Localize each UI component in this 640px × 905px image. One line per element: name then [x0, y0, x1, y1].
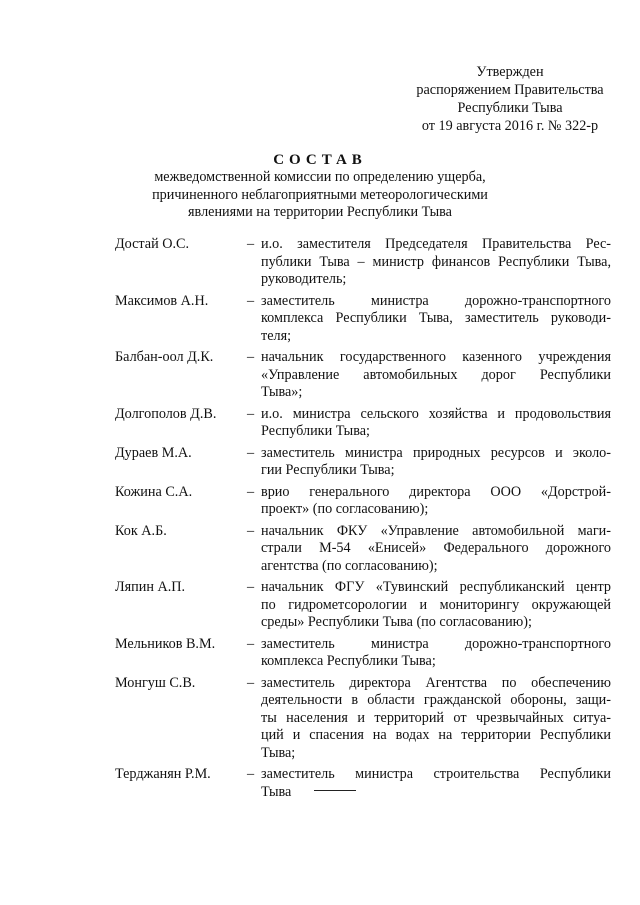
member-role	[261, 484, 611, 519]
member-row	[115, 636, 611, 671]
member-dash: –	[247, 405, 255, 422]
member-role-line: комплекса Республики Тыва, заместитель руководи-	[261, 310, 611, 326]
member-role-line: проект» (по согласованию);	[261, 501, 429, 517]
member-role	[261, 579, 611, 632]
member-role	[261, 349, 611, 402]
member-role-line: руководитель;	[261, 271, 347, 287]
member-row	[115, 675, 611, 763]
member-name: Ляпин А.П.	[115, 579, 186, 595]
member-dash: –	[247, 349, 255, 365]
member-role-line: страли М-54 «Енисей» Федерального дорожного	[261, 540, 611, 556]
member-dash: –	[247, 292, 255, 309]
member-role-line: Тыва;	[261, 744, 296, 761]
member-dash: –	[247, 483, 255, 500]
member-role-line: и.о. заместителя Председателя Правительства Рес-	[261, 236, 611, 252]
member-name: Достай О.С.	[115, 236, 190, 252]
member-role-line: заместитель министра дорожно-транспортного	[261, 292, 611, 309]
member-role	[261, 445, 611, 480]
member-role-line: начальник государственного казенного учреждения	[261, 349, 611, 365]
document-title: СОСТАВ	[273, 152, 367, 168]
member-role	[261, 236, 611, 289]
approval-line: Утвержден	[476, 64, 544, 80]
approval-block	[400, 63, 620, 135]
member-dash: –	[247, 674, 255, 691]
member-role	[261, 766, 611, 801]
member-name: Долгополов Д.В.	[115, 405, 217, 422]
member-role-line: по гидрометсорологии и мониторингу окружающей	[261, 596, 611, 613]
member-role	[261, 523, 611, 576]
member-list	[115, 236, 611, 805]
member-dash: –	[247, 766, 255, 782]
subtitle-line: межведомственной комиссии по определению ущерба,	[154, 169, 486, 185]
member-role	[261, 293, 611, 346]
member-role-line: Тыва»;	[261, 384, 303, 400]
member-role	[261, 406, 611, 441]
member-row	[115, 579, 611, 632]
member-row	[115, 445, 611, 480]
member-dash: –	[247, 522, 255, 539]
member-role-line: заместитель министра строительства Республики	[261, 766, 611, 782]
member-role-line: агентства (по согласованию);	[261, 557, 438, 574]
member-dash: –	[247, 236, 255, 252]
member-role-line: Тыва	[261, 783, 292, 800]
approval-line: от 19 августа 2016 г. № 322-р	[421, 118, 599, 134]
member-dash: –	[247, 635, 255, 652]
member-name: Максимов А.Н.	[115, 292, 209, 309]
member-role	[261, 675, 611, 763]
member-role-line: врио генерального директора ООО «Дорстрой-	[261, 483, 611, 500]
end-divider	[314, 790, 356, 791]
member-name: Мельников В.М.	[115, 635, 216, 652]
member-role-line: заместитель министра дорожно-транспортного	[261, 635, 611, 652]
member-name: Дураев М.А.	[115, 444, 192, 461]
member-role-line: теля;	[261, 327, 292, 344]
member-role-line: начальник ФКУ «Управление автомобильной маги-	[261, 522, 611, 539]
member-row	[115, 406, 611, 441]
member-role-line: «Управление автомобильных дорог Республики	[261, 366, 611, 383]
approval-line: распоряжением Правительства	[416, 82, 604, 98]
member-row	[115, 349, 611, 402]
member-dash: –	[247, 444, 255, 461]
approval-line: Республики Тыва	[457, 100, 563, 116]
member-role-line: ций и спасения на водах на территории Республики	[261, 727, 611, 743]
member-role	[261, 636, 611, 671]
member-row	[115, 766, 611, 801]
member-dash: –	[247, 579, 255, 595]
member-row	[115, 293, 611, 346]
member-name: Кок А.Б.	[115, 522, 167, 539]
member-role-line: среды» Республики Тыва (по согласованию);	[261, 614, 532, 630]
member-role-line: деятельности в области гражданской обороны, защи-	[261, 692, 611, 708]
member-role-line: заместитель директора Агентства по обеспечению	[261, 674, 611, 691]
subtitle-line: причиненного неблагоприятными метеорологическими	[152, 186, 488, 203]
subtitle-line: явлениями на территории Республики Тыва	[188, 204, 452, 220]
member-name: Кожина С.А.	[115, 483, 193, 500]
member-role-line: публики Тыва – министр финансов Республики Тыва,	[261, 253, 611, 270]
member-role-line: и.о. министра сельского хозяйства и продовольствия	[261, 405, 611, 422]
member-row	[115, 523, 611, 576]
document-subtitle	[0, 169, 640, 222]
member-name: Балбан-оол Д.К.	[115, 349, 214, 365]
member-role-line: комплекса Республики Тыва;	[261, 653, 436, 669]
member-role-line: гии Республики Тыва;	[261, 462, 395, 478]
member-role-line: заместитель министра природных ресурсов и эколо-	[261, 444, 611, 461]
member-role-line: начальник ФГУ «Тувинский республиканский центр	[261, 579, 611, 595]
member-row	[115, 236, 611, 289]
member-name: Монгуш С.В.	[115, 674, 196, 691]
member-role-line: Республики Тыва;	[261, 423, 370, 439]
member-name: Терджанян Р.М.	[115, 766, 211, 782]
member-role-line: ты населения и территорий от чрезвычайных ситуа-	[261, 709, 611, 726]
member-row	[115, 484, 611, 519]
